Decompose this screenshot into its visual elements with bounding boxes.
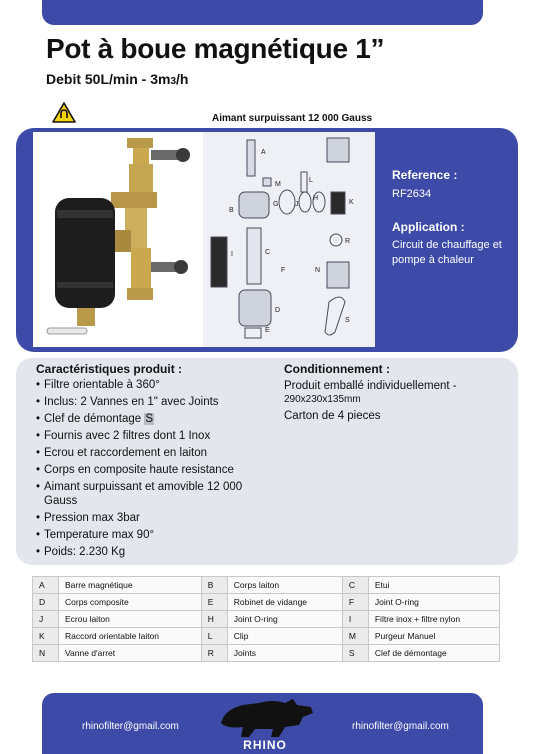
diagram-label-a: A [261,149,266,156]
legend-value: Purgeur Manuel [368,628,499,645]
conditioning-line-1: Produit emballé individuellement - [284,380,457,392]
legend-value: Joint O-ring [227,611,342,628]
legend-key: D [33,594,59,611]
reference-value: RF2634 [392,188,432,200]
legend-key: L [201,628,227,645]
legend-value: Corps laiton [227,577,342,594]
feature-highlight: S [145,413,154,425]
legend-key: I [342,611,368,628]
diagram-label-m: M [275,181,281,188]
footer-email-left[interactable]: rhinofilter@gmail.com [82,721,179,732]
diagram-label-c: C [265,249,271,256]
legend-key: R [201,645,227,662]
features-list [36,378,264,562]
feature-item: • Inclus: 2 Vannes en 1" avec Joints [36,395,264,409]
reference-label: Reference : [392,168,458,182]
page-title: Pot à boue magnétique 1” [46,33,385,64]
feature-item: • Poids: 2.230 Kg [36,545,264,559]
feature-item: • Clef de démontage S [36,412,264,426]
magnet-note: Aimant surpuissant 12 000 Gauss [212,113,373,124]
table-row [33,577,500,594]
diagram-label-h: H [313,195,319,202]
feature-item: • Corps en composite haute resistance [36,463,264,477]
legend-key: C [342,577,368,594]
legend-key: M [342,628,368,645]
legend-key: E [201,594,227,611]
legend-key: S [342,645,368,662]
conditioning-line-3: Carton de 4 pieces [284,410,381,422]
diagram-label-k: K [349,199,354,206]
application-value: Circuit de chauffage et pompe à chaleur [392,239,502,266]
legend-key: B [201,577,227,594]
page-subtitle: Debit 50L/min - 3m3/h [46,71,189,87]
feature-item: • Aimant surpuissant et amovible 12 000 Gauss [36,480,264,508]
diagram-label-f: F [281,267,286,274]
diagram-label-s: S [345,317,350,324]
feature-item: • Pression max 3bar [36,511,264,525]
diagram-label-r: R [345,238,351,245]
legend-value: Corps composite [59,594,202,611]
diagram-label-b: B [229,207,234,214]
footer-email-right[interactable]: rhinofilter@gmail.com [352,721,449,732]
legend-key: A [33,577,59,594]
legend-value: Joints [227,645,342,662]
legend-key: H [201,611,227,628]
feature-item: • Ecrou et raccordement en laiton [36,446,264,460]
legend-value: Filtre inox + filtre nylon [368,611,499,628]
conditioning-heading: Conditionnement : [284,362,390,376]
legend-value: Vanne d'arret [59,645,202,662]
product-photo [33,132,203,347]
legend-value: Etui [368,577,499,594]
legend-key: J [33,611,59,628]
legend-value: Ecrou laiton [59,611,202,628]
conditioning-line-2: 290x230x135mm [284,394,361,405]
legend-value: Raccord orientable laiton [59,628,202,645]
diagram-label-l: L [309,177,313,184]
feature-item: • Filtre orientable à 360° [36,378,264,392]
feature-item: • Fournis avec 2 filtres dont 1 Inox [36,429,264,443]
parts-legend-table [32,576,500,662]
application-label: Application : [392,220,465,234]
features-heading: Caractéristiques produit : [36,362,183,376]
legend-value: Robinet de vidange [227,594,342,611]
brand-name: RHINO [243,738,287,752]
diagram-label-g: G [273,201,279,208]
table-row [33,594,500,611]
diagram-label-e: E [265,327,270,334]
legend-value: Clip [227,628,342,645]
diagram-label-n: N [315,267,321,274]
diagram-label-j: J [295,201,299,208]
table-row [33,628,500,645]
table-row [33,645,500,662]
legend-key: F [342,594,368,611]
legend-value: Barre magnétique [59,577,202,594]
legend-key: N [33,645,59,662]
legend-key: K [33,628,59,645]
top-bar [42,0,483,25]
table-row [33,611,500,628]
legend-value: Joint O-ring [368,594,499,611]
legend-value: Clef de démontage [368,645,499,662]
magnet-warning-icon [52,102,76,123]
diagram-label-d: D [275,307,281,314]
feature-item: • Temperature max 90° [36,528,264,542]
exploded-diagram [203,132,375,347]
diagram-label-i: I [231,251,233,258]
